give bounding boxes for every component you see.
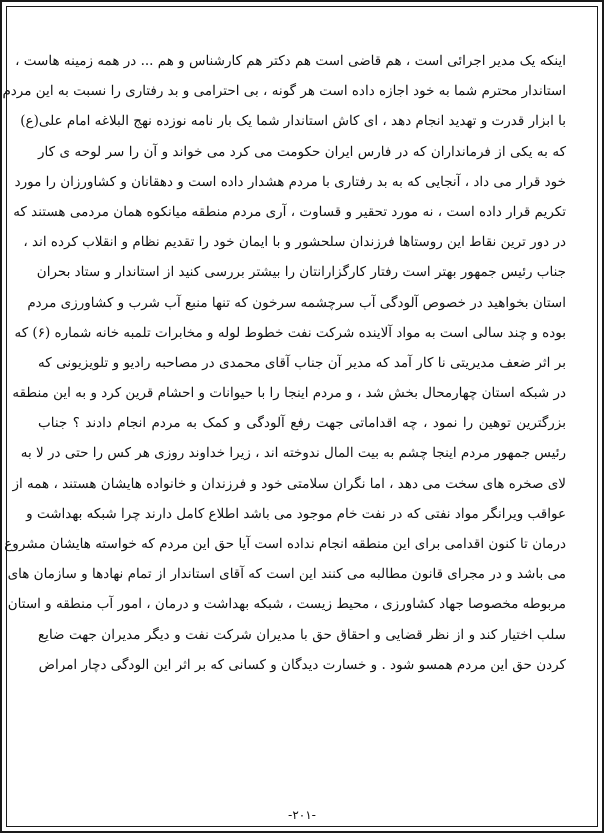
text-line: بر اثر ضعف مدیریتی نا کار آمد که مدیر آن جناب آقای محمدی در مصاحبه رادیو و تلویزیونی که xyxy=(38,354,566,371)
text-line: مربوطه مخصوصا جهاد کشاورزی ، محیط زیست ، شبکه بهداشت و درمان ، امور آب منطقه و استان xyxy=(7,596,566,613)
text-line: با ابزار قدرت و تهدید انجام دهد ، ای کاش استاندار شما یک بار نامه نوزده نهج البلاغه امام علی(ع) xyxy=(20,113,566,130)
text-line: اینکه یک مدیر اجرائی است ، هم قاضی است هم دکتر هم کارشناس و هم ... در همه زمینه هاست ، xyxy=(15,53,566,69)
text-line: استان بخواهید در خصوص آلودگی آب سرچشمه سرخون که تنها منبع آب شرب و کشاورزی مردم xyxy=(27,294,566,311)
text-line: در دور ترین نقاط این روستاها فرزندان سلحشور و با ایمان خود را تقدیم نظام و انقلاب کرده اند ، xyxy=(23,234,566,251)
text-line: می باشد و در مجرای قانون مطالبه می کنند این است که آقای استاندار از تمام نهادها و سازمان های xyxy=(7,566,566,583)
text-line: سلب اختیار کند و از نظر قضایی و احقاق حق با مدیران شرکت نفت و دیگر مدیران جهت ضایع xyxy=(38,626,566,643)
text-line: عواقب ویرانگر مواد نفتی که در نفت خام موجود می باشد اطلاع کامل دارند چرا شبکه بهداشت و xyxy=(26,505,566,522)
body-text xyxy=(2,46,566,680)
text-line: در شبکه استان چهارمحال بخش شد ، و مردم اینجا را با حیوانات و احشام قرین کرد و به این منطقه xyxy=(12,385,566,402)
text-line: درمان تا کنون اقدامی برای این منطقه انجام نداده است آیا حق این مردم که خواسته هایشان مشروع xyxy=(4,536,566,552)
text-line: کردن حق این مردم همسو شود . و خسارت دیدگان و کسانی که بر اثر این الودگی دچار امراض xyxy=(38,656,566,673)
text-line: بزرگترین توهین را نمود ، چه اقداماتی جهت رفع آلودگی و کمک به مردم انجام دادند ؟ جناب xyxy=(38,415,566,432)
text-line: استاندار محترم شما به خود اجازه داده است هر گونه ، بی احترامی و بد رفتاری را نسبت به این مردم xyxy=(2,83,566,100)
text-line: رئیس جمهور مردم اینجا چشم به بیت المال ندوخته اند ، زیرا خداوند روزی هر کس را حتی در لا به xyxy=(20,445,566,462)
text-line: خود قرار می داد ، آنجایی که به بد رفتاری با مردم هشدار داده است و دهقانان و کشاورزان را مورد xyxy=(14,173,566,190)
text-line: بوده و چند سالی است به مواد آلاینده شرکت نفت خطوط لوله و مخابرات تلمبه خانه شماره (۶) که xyxy=(14,324,566,341)
page-number: -۲۰۱- xyxy=(287,808,317,822)
text-line: جناب رئیس جمهور بهتر است رفتار کارگزارانتان را بیشتر بررسی کنید از استاندار و ستاد بحران xyxy=(36,264,566,281)
text-line: لای صخره های سخت می دهد ، اما نگران سلامتی خود و فرزندان و خانواده هایشان هستند ، همه از xyxy=(12,475,566,492)
text-line: که به یکی از فرمانداران که در فارس ایران حکومت می کرد می خواند و آن را سر لوحه ی کار xyxy=(38,143,566,160)
text-line: تکریم قرار داده است ، نه مورد تحقیر و قساوت ، آری مردم منطقه میانکوه همان مردمی هستند که xyxy=(13,203,566,220)
